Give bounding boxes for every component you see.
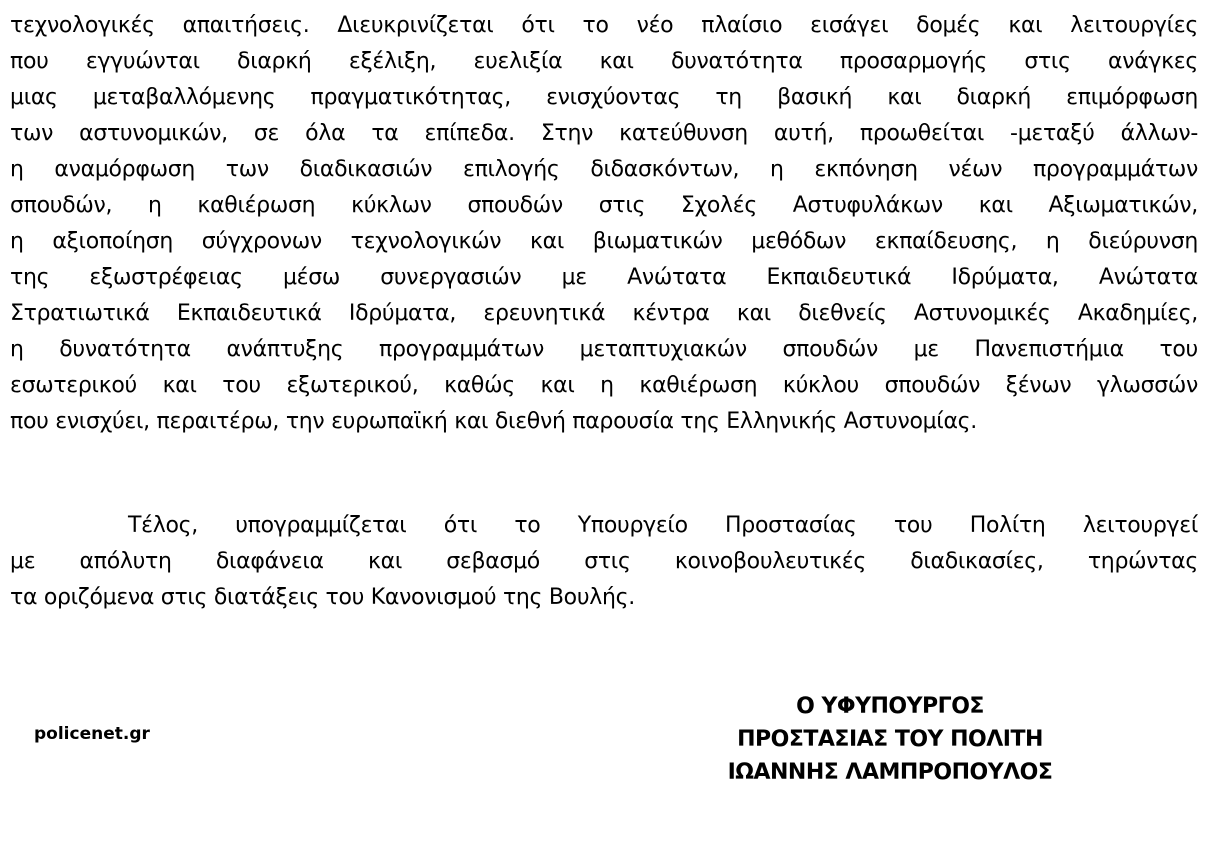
text-line: που εγγυώνται διαρκή εξέλιξη, ευελιξία και δυνατότητα προσαρμογής στις ανάγκες: [10, 49, 1198, 74]
signature-name: ΙΩΑΝΝΗΣ ΛΑΜΠΡΟΠΟΥΛΟΣ: [727, 760, 1053, 785]
body-paragraph-2: [10, 508, 1198, 616]
text-line: τα οριζόμενα στις διατάξεις του Κανονισμού της Βουλής.: [10, 585, 635, 610]
source-watermark: policenet.gr: [34, 724, 150, 744]
text-line: Στρατιωτικά Εκπαιδευτικά Ιδρύματα, ερευνητικά κέντρα και διεθνείς Αστυνομικές Ακαδημίες,: [10, 301, 1198, 326]
text-line: μιας μεταβαλλόμενης πραγματικότητας, ενισχύοντας τη βασική και διαρκή επιμόρφωση: [10, 85, 1198, 110]
signature-ministry: ΠΡΟΣΤΑΣΙΑΣ ΤΟΥ ΠΟΛΙΤΗ: [737, 727, 1043, 752]
text-line: Τέλος, υπογραμμίζεται ότι το Υπουργείο Προστασίας του Πολίτη λειτουργεί: [128, 513, 1198, 538]
text-line: σπουδών, η καθιέρωση κύκλων σπουδών στις Σχολές Αστυφυλάκων και Αξιωματικών,: [10, 193, 1198, 218]
text-line: τεχνολογικές απαιτήσεις. Διευκρινίζεται ότι το νέο πλαίσιο εισάγει δομές και λειτουργίες: [10, 13, 1198, 38]
text-line: εσωτερικού και του εξωτερικού, καθώς και η καθιέρωση κύκλου σπουδών ξένων γλωσσών: [10, 373, 1198, 398]
text-line: η αξιοποίηση σύγχρονων τεχνολογικών και βιωματικών μεθόδων εκπαίδευσης, η διεύρυνση: [10, 229, 1198, 254]
text-line: η αναμόρφωση των διαδικασιών επιλογής διδασκόντων, η εκπόνηση νέων προγραμμάτων: [10, 157, 1198, 182]
text-line: της εξωστρέφειας μέσω συνεργασιών με Ανώτατα Εκπαιδευτικά Ιδρύματα, Ανώτατα: [10, 265, 1198, 290]
text-line: που ενισχύει, περαιτέρω, την ευρωπαϊκή και διεθνή παρουσία της Ελληνικής Αστυνομίας.: [10, 409, 977, 434]
text-line: η δυνατότητα ανάπτυξης προγραμμάτων μεταπτυχιακών σπουδών με Πανεπιστήμια του: [10, 337, 1198, 362]
signature-title: Ο ΥΦΥΠΟΥΡΓΟΣ: [796, 694, 984, 719]
signature-block: [680, 690, 1100, 789]
text-line: των αστυνομικών, σε όλα τα επίπεδα. Στην κατεύθυνση αυτή, προωθείται -μεταξύ άλλων-: [10, 121, 1198, 146]
text-line: με απόλυτη διαφάνεια και σεβασμό στις κοινοβουλευτικές διαδικασίες, τηρώντας: [10, 549, 1198, 574]
body-paragraph-1: [10, 8, 1198, 440]
